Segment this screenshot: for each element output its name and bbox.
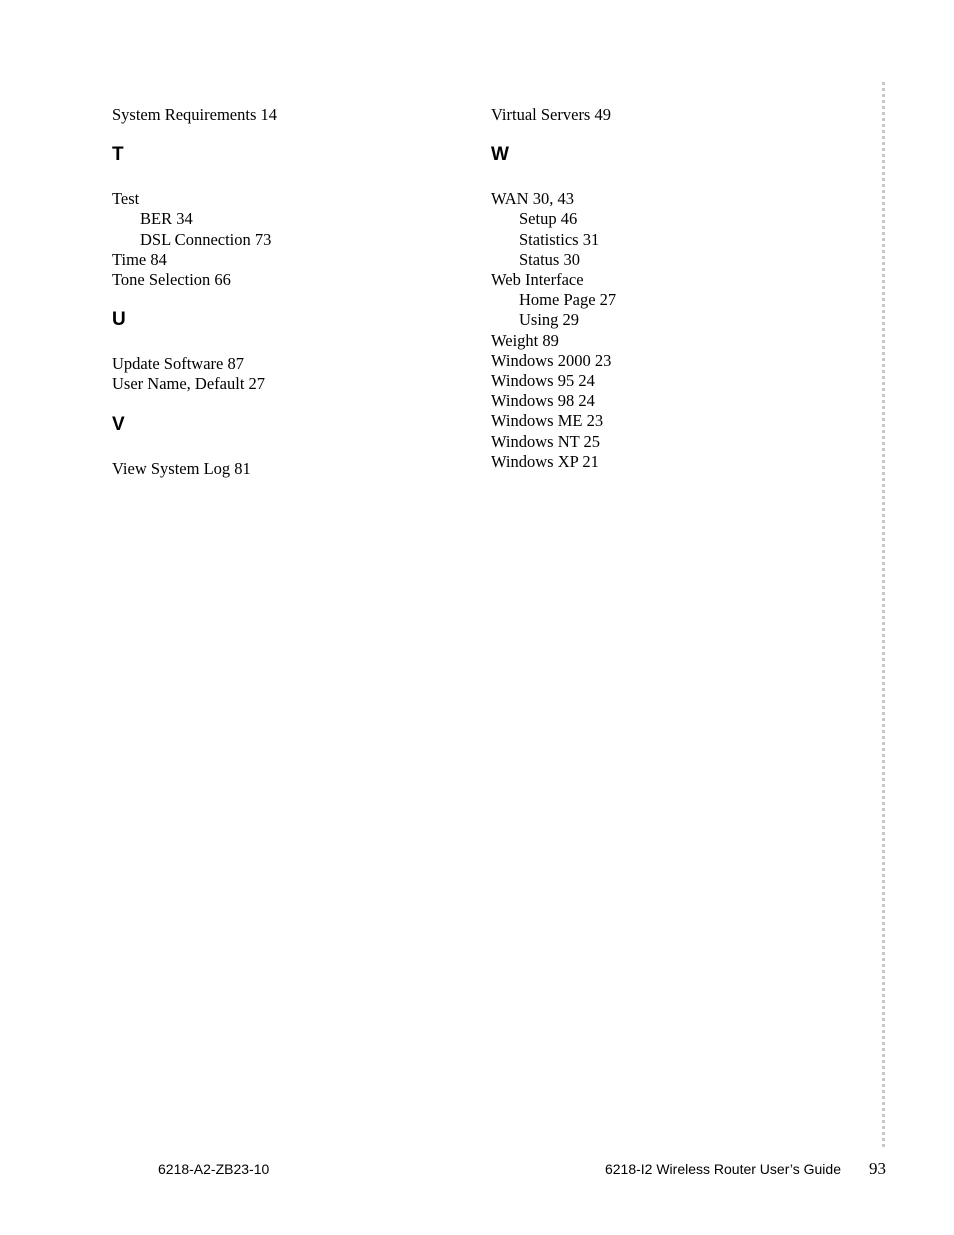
index-entry: Windows ME 23 [491, 411, 604, 431]
index-entry: Windows XP 21 [491, 451, 599, 471]
index-entry: System Requirements 14 [112, 105, 277, 124]
page-number: 93 [869, 1159, 886, 1178]
index-entry: Weight 89 [491, 330, 559, 350]
footer-guide-title: 6218-I2 Wireless Router User’s Guide [604, 1161, 841, 1177]
index-entry: Update Software 87 [112, 354, 244, 374]
index-column-left [112, 105, 452, 479]
index-entry: View System Log 81 [112, 458, 251, 478]
index-entry: Windows NT 25 [491, 431, 601, 451]
index-letter-heading: V [112, 413, 125, 435]
index-entry: Windows 2000 23 [491, 350, 612, 370]
index-letter-heading: U [112, 309, 126, 331]
index-entry: Test [112, 189, 140, 209]
index-entry: Windows 98 24 [491, 391, 595, 411]
index-subentry: DSL Connection 73 [140, 229, 272, 249]
footer-document-number: 6218-A2-ZB23-10 [158, 1161, 270, 1177]
index-column-right [491, 105, 851, 472]
index-entry: Windows 95 24 [491, 371, 595, 391]
index-entry: Tone Selection 66 [112, 270, 231, 290]
index-subentry: BER 34 [140, 209, 193, 229]
page-edge-rule [882, 82, 885, 1147]
index-subentry: Home Page 27 [519, 290, 617, 310]
index-entry: Web Interface [491, 270, 584, 290]
index-entry: Time 84 [112, 249, 167, 269]
index-subentry: Using 29 [519, 310, 580, 330]
index-letter-heading: T [112, 144, 124, 166]
index-entry: WAN 30, 43 [491, 189, 574, 209]
index-subentry: Status 30 [519, 249, 580, 269]
index-entry: Virtual Servers 49 [491, 105, 611, 124]
index-subentry: Statistics 31 [519, 229, 600, 249]
index-letter-heading: W [491, 144, 509, 166]
index-entry: User Name, Default 27 [112, 374, 266, 394]
index-subentry: Setup 46 [519, 209, 578, 229]
